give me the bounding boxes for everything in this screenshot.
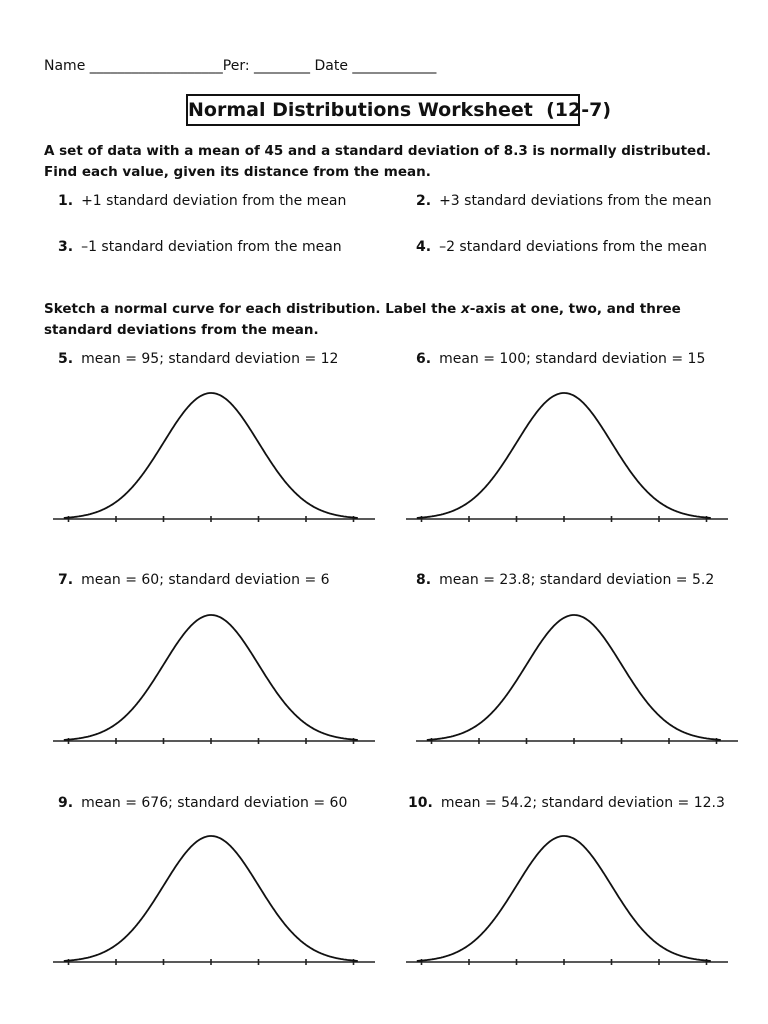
bell-curve-line (417, 836, 711, 961)
bell-curve-line (64, 836, 358, 961)
section1-line1: A set of data with a mean of 45 and a standard deviation of 8.3 is normally distributed. (44, 143, 711, 159)
name-label: Name (44, 58, 86, 74)
question-number: 3. (58, 239, 74, 255)
section2-instructions (44, 299, 681, 341)
question-5 (58, 351, 338, 367)
section2-line2: standard deviations from the mean. (44, 322, 319, 338)
normal-curve-8[interactable] (416, 610, 738, 748)
student-info-line (44, 58, 436, 74)
question-7 (58, 572, 330, 588)
bell-curve-line (417, 393, 711, 518)
normal-curve-10[interactable] (406, 831, 728, 969)
section1-instructions (44, 141, 711, 183)
question-6 (416, 351, 705, 367)
bell-curve-line (427, 615, 721, 740)
question-text: +1 standard deviation from the mean (81, 193, 347, 209)
question-3 (58, 239, 342, 255)
worksheet-title: Normal Distributions Worksheet (12-7) (186, 94, 580, 126)
normal-curve-9[interactable] (53, 831, 375, 969)
question-number: 1. (58, 193, 74, 209)
normal-curve-7[interactable] (53, 610, 375, 748)
question-number: 6. (416, 351, 432, 367)
section2-line1-x: x (461, 301, 470, 317)
question-9 (58, 795, 347, 811)
question-number: 5. (58, 351, 74, 367)
question-2 (416, 193, 712, 209)
question-number: 9. (58, 795, 74, 811)
section2-line1-b: -axis at one, two, and three (469, 301, 681, 317)
question-text: +3 standard deviations from the mean (439, 193, 712, 209)
per-label: Per: (222, 58, 250, 74)
date-label: Date (314, 58, 348, 74)
question-text: mean = 60; standard deviation = 6 (81, 572, 330, 588)
question-text: mean = 23.8; standard deviation = 5.2 (439, 572, 715, 588)
section2-line1 (44, 299, 681, 320)
bell-curve-graphic (53, 831, 375, 969)
bell-curve-line (64, 393, 358, 518)
bell-curve-graphic (406, 831, 728, 969)
question-1 (58, 193, 346, 209)
question-text: mean = 676; standard deviation = 60 (81, 795, 348, 811)
bell-curve-graphic (416, 610, 738, 748)
name-blank: ___________________ (89, 58, 223, 74)
date-blank: ____________ (352, 58, 437, 74)
section1-line2: Find each value, given its distance from the mean. (44, 164, 431, 180)
question-text: –1 standard deviation from the mean (81, 239, 342, 255)
question-text: mean = 54.2; standard deviation = 12.3 (440, 795, 725, 811)
question-number: 7. (58, 572, 74, 588)
question-4 (416, 239, 707, 255)
bell-curve-graphic (53, 388, 375, 526)
bell-curve-line (64, 615, 358, 740)
bell-curve-graphic (406, 388, 728, 526)
normal-curve-5[interactable] (53, 388, 375, 526)
bell-curve-graphic (53, 610, 375, 748)
question-number: 8. (416, 572, 432, 588)
normal-curve-6[interactable] (406, 388, 728, 526)
question-text: mean = 100; standard deviation = 15 (439, 351, 706, 367)
question-text: –2 standard deviations from the mean (439, 239, 707, 255)
question-number: 4. (416, 239, 432, 255)
question-10 (408, 795, 725, 811)
question-number: 2. (416, 193, 432, 209)
section2-line1-a: Sketch a normal curve for each distribution. Label the (44, 301, 462, 317)
question-number: 10. (408, 795, 433, 811)
question-text: mean = 95; standard deviation = 12 (81, 351, 339, 367)
question-8 (416, 572, 714, 588)
per-blank: ________ (254, 58, 311, 74)
